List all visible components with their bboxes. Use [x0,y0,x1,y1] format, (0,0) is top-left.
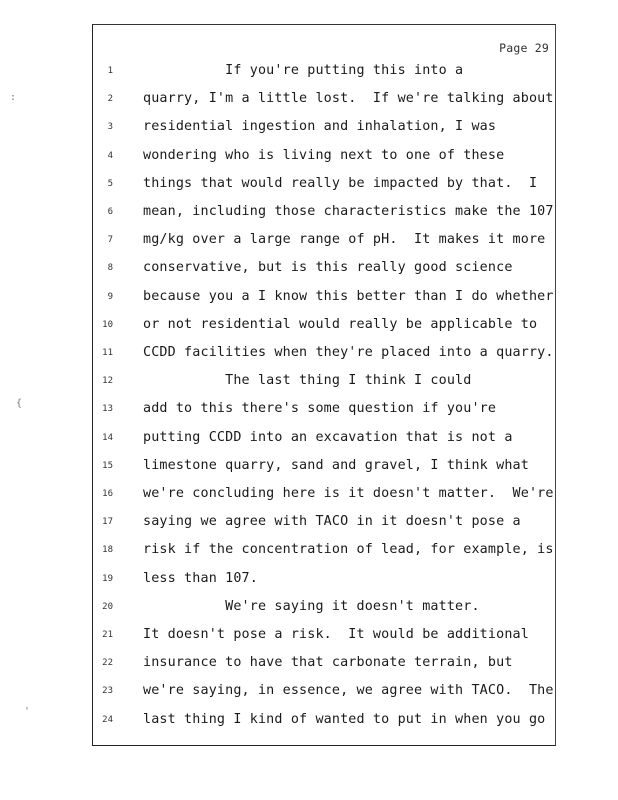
transcript-line: It doesn't pose a risk. It would be additional [143,627,529,642]
transcript-line: mean, including those characteristics make the 107 [143,204,554,219]
line-number: 18 [102,545,113,556]
line-number: 20 [102,601,113,612]
line-number: 1 [107,66,113,76]
line-number: 24 [102,714,113,725]
transcript-line: mg/kg over a large range of pH. It makes it more [143,232,546,248]
line-number: 14 [102,432,113,443]
transcript-line: residential ingestion and inhalation, I was [143,119,497,135]
line-number: 12 [102,376,113,387]
transcript-line: less than 107. [143,570,258,586]
transcript-line: putting CCDD into an excavation that is not a [143,429,513,445]
transcript-line: limestone quarry, sand and gravel, I think what [143,457,529,473]
margin-mark: { [16,398,23,409]
line-number: 19 [102,573,113,584]
transcript-line: or not residential would really be applicable to [143,316,538,332]
transcript-line: last thing I kind of wanted to put in when you go [143,711,546,727]
transcript-line: CCDD facilities when they're placed into a quarry. [143,345,554,360]
margin-mark: : [10,92,17,103]
transcript-line: because you a I know this better than I do whether [143,288,554,304]
line-number: 15 [102,460,113,471]
line-number: 5 [107,178,113,189]
transcript-page [92,24,556,746]
transcript-line: risk if the concentration of lead, for example, is [143,542,554,558]
margin-mark: ' [24,706,31,717]
line-number: 2 [107,94,113,105]
line-number: 22 [102,658,113,669]
transcript-line: things that would really be impacted by that. I [143,175,538,191]
line-number: 23 [102,686,113,697]
line-number: 21 [102,630,113,640]
transcript-line: add to this there's some question if you're [143,401,497,417]
transcript-line: The last thing I think I could [143,373,472,389]
transcript-line: we're saying, in essence, we agree with TACO. The [143,683,554,699]
transcript-line: insurance to have that carbonate terrain, but [143,655,513,671]
line-number: 3 [107,122,113,133]
transcript-line: we're concluding here is it doesn't matter. We're [143,486,554,501]
line-number: 16 [102,489,113,499]
transcript-line: conservative, but is this really good science [143,260,513,276]
line-number: 11 [102,348,113,358]
line-number: 10 [102,319,113,330]
transcript-line: quarry, I'm a little lost. If we're talking about [143,91,554,107]
line-number: 4 [107,150,113,161]
transcript-line: We're saying it doesn't matter. [143,598,480,614]
transcript-line: saying we agree with TACO in it doesn't pose a [143,514,521,530]
line-number: 6 [107,207,113,217]
page-number: Page 29 [499,41,549,55]
line-number: 13 [102,404,113,415]
transcript-line: If you're putting this into a [143,63,464,78]
line-number: 9 [107,291,113,302]
transcript-line: wondering who is living next to one of these [143,147,505,163]
line-number: 8 [107,263,113,274]
line-number: 17 [102,517,113,528]
line-number: 7 [107,235,113,246]
